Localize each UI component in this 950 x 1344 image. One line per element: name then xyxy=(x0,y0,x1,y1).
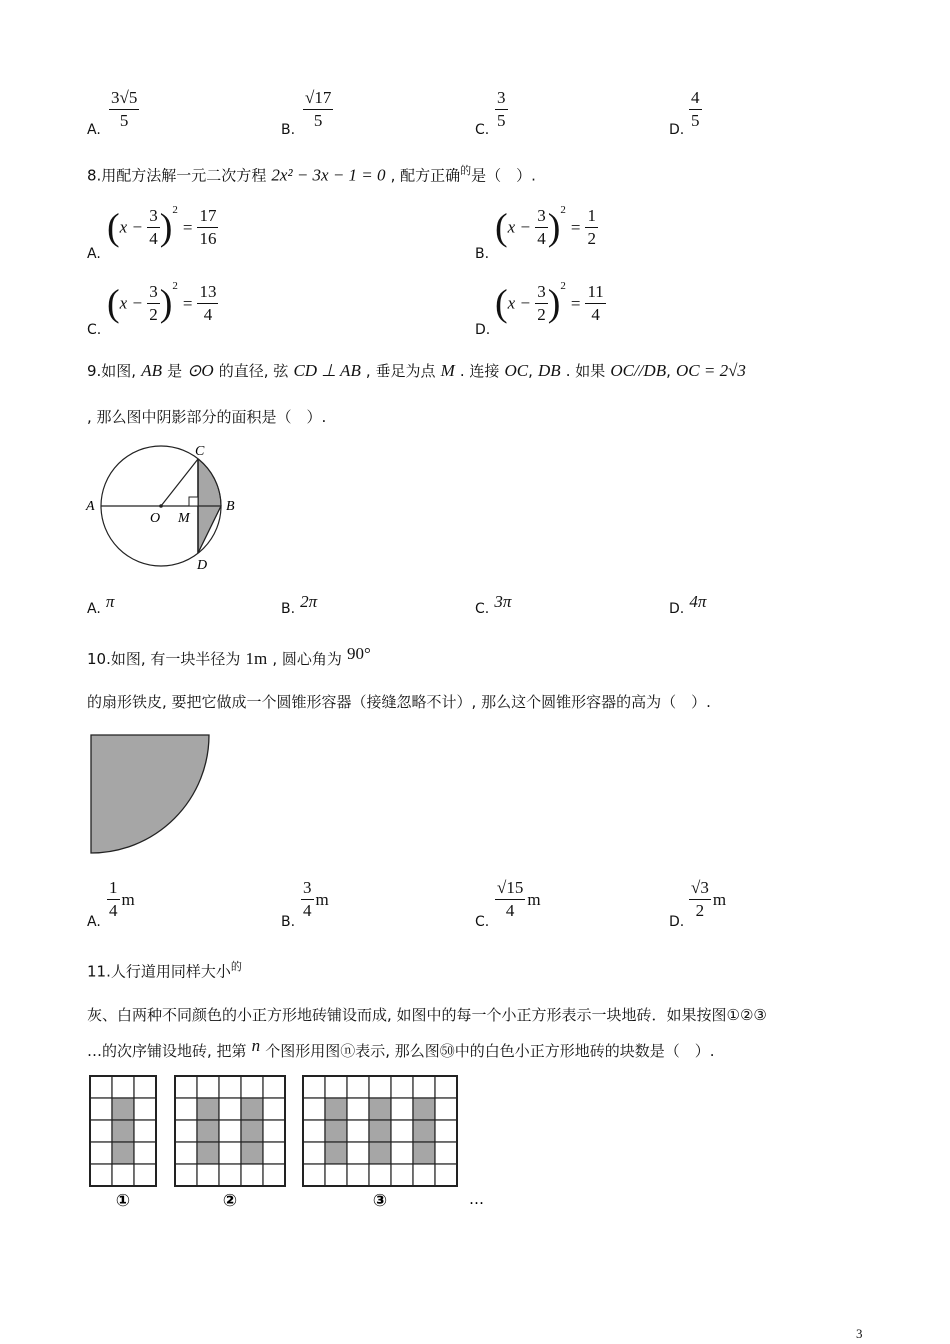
figure-label: ③ xyxy=(372,1191,388,1211)
white-tile xyxy=(369,1164,391,1186)
q8-text: 8.用配方法解一元二次方程 xyxy=(87,166,267,185)
fraction: $\frac{3√5}{5}$ xyxy=(111,88,138,130)
tile-grid-3 xyxy=(303,1076,457,1211)
white-tile xyxy=(263,1164,285,1186)
white-tile xyxy=(219,1142,241,1164)
option-letter: C. xyxy=(475,122,490,138)
option-letter: A. xyxy=(87,122,101,138)
white-tile xyxy=(325,1164,347,1186)
fraction: $\frac{√3}{2}$ xyxy=(691,878,709,920)
q11-stem-line3: …的次序铺设地砖, 把第 n 个图形用图ⓝ表示, 那么图㊿中的白色小正方形地砖的块数是（ ）. xyxy=(87,1036,715,1060)
white-tile xyxy=(303,1120,325,1142)
white-tile xyxy=(90,1098,112,1120)
option-letter: B. xyxy=(281,122,296,138)
figure-label: ① xyxy=(115,1191,131,1211)
q8-equation: 2x² − 3x − 1 = 0 xyxy=(271,165,386,185)
fraction: $\frac{3}{2}$ xyxy=(537,282,546,324)
option-letter: D. xyxy=(669,122,685,138)
label-d: D xyxy=(197,558,208,573)
white-tile xyxy=(134,1098,156,1120)
option-letter: B. xyxy=(281,914,296,930)
white-tile xyxy=(175,1098,197,1120)
white-tile xyxy=(303,1076,325,1098)
expression: (x − $\frac{3}{2}$ )$^2$= $\frac{11}{4}$ xyxy=(495,280,604,325)
white-tile xyxy=(391,1098,413,1120)
center-dot xyxy=(159,504,163,508)
white-tile xyxy=(134,1164,156,1186)
q9-stem: 9.如图, AB 是 ⊙O 的直径, 弦 CD ⊥ AB , 垂足为点 M . 连接 OC, DB . 如果 OC//DB, OC = 2√3 xyxy=(87,361,746,380)
white-tile xyxy=(175,1142,197,1164)
gray-tile xyxy=(369,1142,391,1164)
unit: m xyxy=(315,889,329,909)
white-tile xyxy=(413,1164,435,1186)
white-tile xyxy=(263,1142,285,1164)
white-tile xyxy=(90,1076,112,1098)
label-a: A xyxy=(86,499,95,514)
fraction: $\frac{4}{5}$ xyxy=(691,88,700,130)
expression: (x − $\frac{3}{4}$ )$^2$= $\frac{1}{2}$ xyxy=(495,204,596,249)
figure-label: ② xyxy=(222,1191,238,1211)
gray-tile xyxy=(112,1120,134,1142)
white-tile xyxy=(391,1076,413,1098)
white-tile xyxy=(435,1098,457,1120)
fraction: $\frac{3}{4}$ xyxy=(149,206,158,248)
q10-stem: 10.如图, 有一块半径为 1m , 圆心角为 90° xyxy=(87,644,371,668)
gray-tile xyxy=(413,1098,435,1120)
option-letter: A. xyxy=(87,246,101,262)
fraction: $\frac{1}{2}$ xyxy=(587,206,596,248)
gray-tile xyxy=(241,1098,263,1120)
option-letter: A. xyxy=(87,914,101,930)
white-tile xyxy=(90,1120,112,1142)
label-c: C xyxy=(195,444,205,459)
white-tile xyxy=(435,1076,457,1098)
fraction: $\frac{13}{4}$ xyxy=(199,282,217,324)
gray-tile xyxy=(197,1142,219,1164)
q11-stem-line1: 11.人行道用同样大小$^的$ xyxy=(87,960,242,981)
q9-option-c[interactable]: C. 3π xyxy=(475,592,512,617)
white-tile xyxy=(435,1120,457,1142)
expression: (x − $\frac{3}{2}$ )$^2$= $\frac{13}{4}$ xyxy=(107,280,217,325)
q9-stem-line2: , 那么图中阴影部分的面积是（ ）. xyxy=(87,408,327,426)
white-tile xyxy=(134,1120,156,1142)
unit: m xyxy=(712,889,727,909)
white-tile xyxy=(112,1164,134,1186)
q11-tile-figures xyxy=(86,1072,506,1212)
fraction: $\frac{3}{2}$ xyxy=(149,282,158,324)
white-tile xyxy=(263,1076,285,1098)
white-tile xyxy=(175,1076,197,1098)
white-tile xyxy=(347,1098,369,1120)
fraction: $\frac{3}{4}$ xyxy=(303,878,312,920)
gray-tile xyxy=(325,1120,347,1142)
fraction: $\frac{3}{5}$ xyxy=(497,88,506,130)
option-letter: D. xyxy=(475,322,491,338)
tile-grid-1 xyxy=(90,1076,156,1211)
gray-tile xyxy=(241,1120,263,1142)
option-letter: D. xyxy=(669,914,685,930)
white-tile xyxy=(112,1076,134,1098)
white-tile xyxy=(435,1164,457,1186)
q11-stem-line2: 灰、白两种不同颜色的小正方形地砖铺设而成, 如图中的每一个小正方形表示一块地砖．如果按图①②③ xyxy=(87,1006,767,1024)
white-tile xyxy=(197,1076,219,1098)
unit: m xyxy=(527,889,541,909)
label-m: M xyxy=(178,511,190,526)
fraction: $\frac{11}{4}$ xyxy=(587,282,604,324)
white-tile xyxy=(347,1076,369,1098)
white-tile xyxy=(219,1120,241,1142)
gray-tile xyxy=(369,1098,391,1120)
fraction: $\frac{1}{4}$ xyxy=(109,878,118,920)
white-tile xyxy=(90,1164,112,1186)
white-tile xyxy=(369,1076,391,1098)
white-tile xyxy=(219,1098,241,1120)
label-o: O xyxy=(150,511,161,526)
gray-tile xyxy=(325,1142,347,1164)
white-tile xyxy=(90,1142,112,1164)
gray-tile xyxy=(112,1098,134,1120)
white-tile xyxy=(241,1164,263,1186)
q10-stem-line2: 的扇形铁皮, 要把它做成一个圆锥形容器（接缝忽略不计）, 那么这个圆锥形容器的高为（ ）. xyxy=(87,693,711,711)
q9-option-b[interactable]: B. 2π xyxy=(281,592,318,617)
option-letter: C. xyxy=(475,914,490,930)
white-tile xyxy=(303,1098,325,1120)
gray-tile xyxy=(197,1120,219,1142)
white-tile xyxy=(263,1098,285,1120)
white-tile xyxy=(175,1164,197,1186)
sector xyxy=(91,735,209,853)
white-tile xyxy=(391,1164,413,1186)
shaded-segment xyxy=(198,459,221,506)
gray-tile xyxy=(112,1142,134,1164)
gray-tile xyxy=(369,1120,391,1142)
white-tile xyxy=(347,1142,369,1164)
white-tile xyxy=(347,1120,369,1142)
white-tile xyxy=(325,1076,347,1098)
tile-grid-2 xyxy=(175,1076,285,1211)
white-tile xyxy=(413,1076,435,1098)
white-tile xyxy=(347,1164,369,1186)
q9-option-a[interactable]: A. π xyxy=(87,592,115,617)
page-number: 3 xyxy=(856,1326,863,1341)
expression: (x − $\frac{3}{4}$ )$^2$= $\frac{17}{16}$ xyxy=(107,204,217,249)
q10-sector-figure xyxy=(88,732,214,860)
option-letter: C. xyxy=(87,322,102,338)
label-b: B xyxy=(226,499,235,514)
white-tile xyxy=(175,1120,197,1142)
right-angle-mark xyxy=(189,497,198,506)
gray-tile xyxy=(241,1142,263,1164)
white-tile xyxy=(263,1120,285,1142)
white-tile xyxy=(219,1164,241,1186)
unit: m xyxy=(121,889,135,909)
fraction: $\frac{√15}{4}$ xyxy=(497,878,524,920)
white-tile xyxy=(241,1076,263,1098)
gray-tile xyxy=(197,1098,219,1120)
gray-tile xyxy=(413,1142,435,1164)
white-tile xyxy=(219,1076,241,1098)
white-tile xyxy=(197,1164,219,1186)
gray-tile xyxy=(413,1120,435,1142)
q9-option-d[interactable]: D. 4π xyxy=(669,592,707,617)
white-tile xyxy=(303,1142,325,1164)
white-tile xyxy=(435,1142,457,1164)
fraction: $\frac{√17}{5}$ xyxy=(305,88,332,130)
q8-stem: 8.用配方法解一元二次方程 2x² − 3x − 1 = 0 , 配方正确$^的$是（ ）. xyxy=(87,164,536,185)
white-tile xyxy=(134,1142,156,1164)
white-tile xyxy=(391,1142,413,1164)
white-tile xyxy=(134,1076,156,1098)
white-tile xyxy=(391,1120,413,1142)
fraction: $\frac{17}{16}$ xyxy=(199,206,217,248)
fraction: $\frac{3}{4}$ xyxy=(537,206,546,248)
ellipsis: … xyxy=(469,1190,484,1208)
gray-tile xyxy=(325,1098,347,1120)
option-letter: B. xyxy=(475,246,490,262)
q9-figure xyxy=(84,438,244,576)
white-tile xyxy=(303,1164,325,1186)
